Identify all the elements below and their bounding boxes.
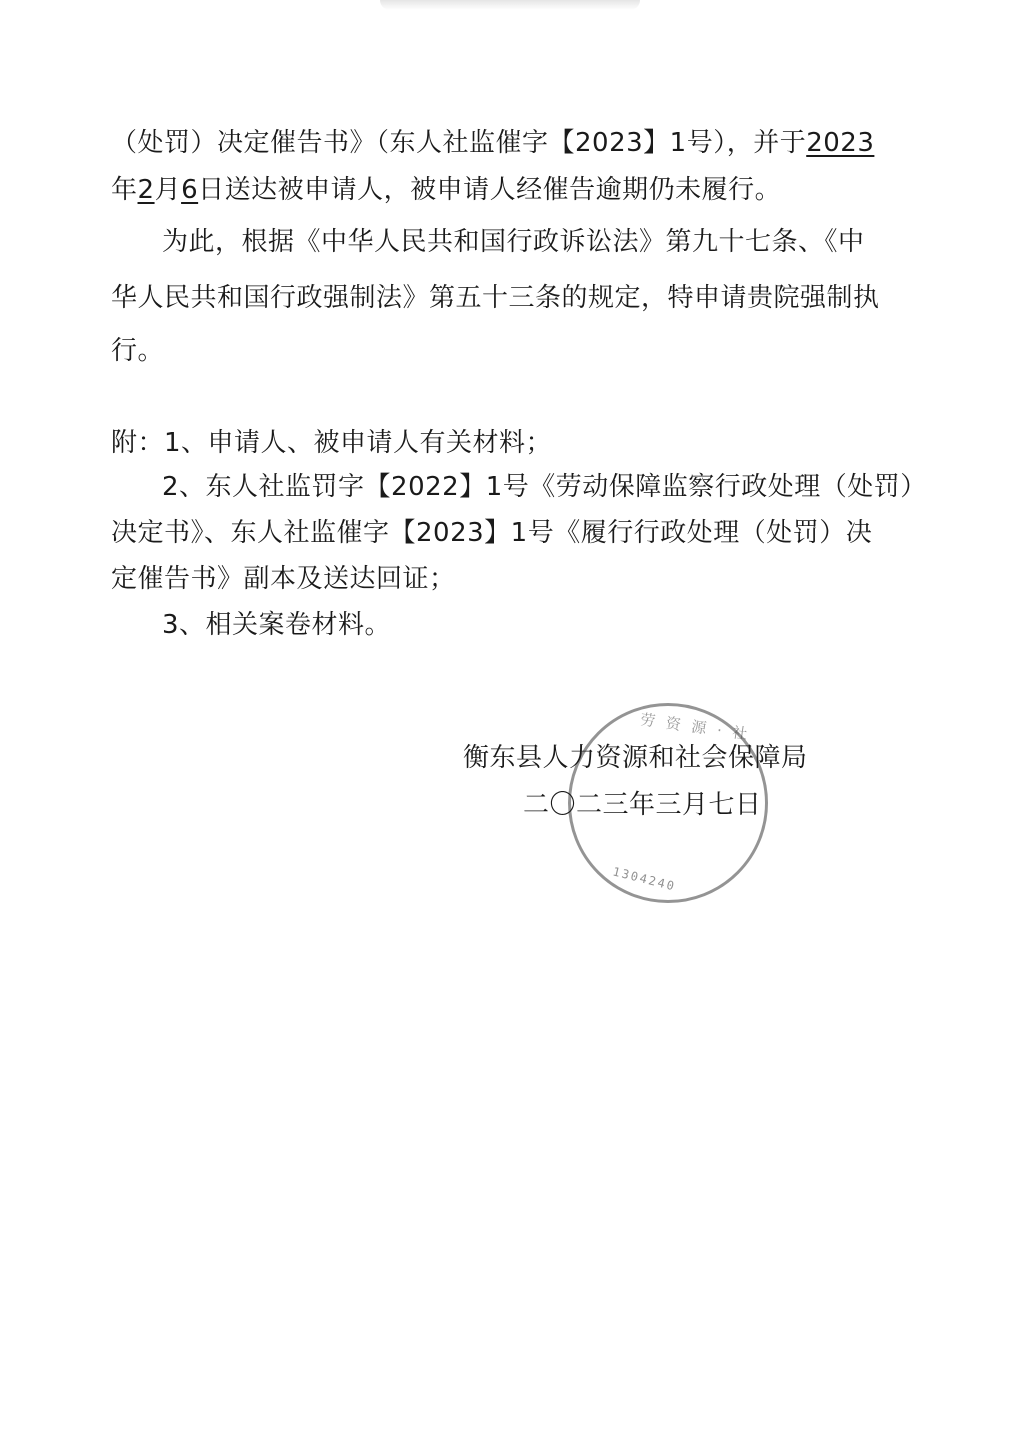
service-day: 6 — [181, 175, 199, 205]
body-line-3: 为此，根据《中华人民共和国行政诉讼法》第九十七条、《中 — [162, 227, 865, 257]
signature-organization: 衡东县人力资源和社会保障局 — [463, 743, 808, 773]
month-suffix: 月 — [154, 175, 182, 205]
attachment-line-4: 定催告书》副本及送达回证； — [111, 564, 456, 594]
body-line-4: 华人民共和国行政强制法》第五十三条的规定，特申请贵院强制执 — [111, 283, 880, 313]
body-line-1-text: （处罚）决定催告书》（东人社监催字【2023】1号），并于 — [111, 128, 807, 158]
body-line-1 — [111, 128, 874, 158]
signature-date: 二〇二三年三月七日 — [523, 790, 762, 820]
scan-edge-shadow — [380, 0, 640, 10]
attachment-line-1: 附：1、申请人、被申请人有关材料； — [111, 428, 553, 458]
body-line-2 — [111, 175, 781, 205]
body-line-2-text: 日送达被申请人，被申请人经催告逾期仍未履行。 — [198, 175, 782, 205]
year-suffix: 年 — [111, 175, 138, 205]
seal-arc-text: 劳 资 源 · 社 — [639, 710, 752, 744]
attachment-line-5: 3、相关案卷材料。 — [162, 610, 392, 640]
attachment-line-2: 2、东人社监罚字【2022】1号《劳动保障监察行政处理（处罚） — [162, 472, 927, 502]
service-month: 2 — [137, 175, 155, 205]
body-line-5: 行。 — [111, 336, 165, 366]
attachment-line-3: 决定书》、东人社监催字【2023】1号《履行行政处理（处罚）决 — [111, 518, 873, 548]
service-year: 2023 — [806, 128, 875, 158]
seal-number: 1304240 — [611, 864, 678, 894]
